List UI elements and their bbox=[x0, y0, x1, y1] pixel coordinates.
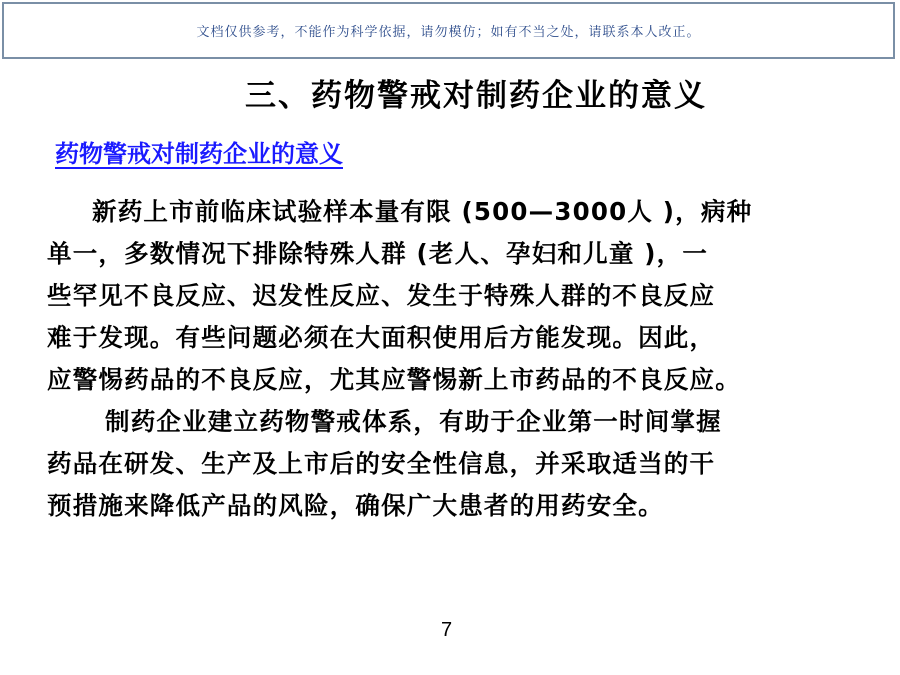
paragraph-2-line-1: 制药企业建立药物警戒体系，有助于企业第一时间掌握 bbox=[105, 407, 722, 436]
paragraph-2-line-2: 药品在研发、生产及上市后的安全性信息，并采取适当的干 bbox=[47, 449, 716, 478]
disclaimer-text: 文档仅供参考，不能作为科学依据，请勿模仿；如有不当之处，请联系本人改正。 bbox=[196, 25, 701, 40]
slide-title: 三、药物警戒对制药企业的意义 bbox=[245, 78, 707, 114]
disclaimer-banner bbox=[2, 2, 895, 59]
paragraph-2-line-3: 预措施来降低产品的风险，确保广大患者的用药安全。 bbox=[47, 491, 664, 520]
paragraph-1-line-3: 些罕见不良反应、迟发性反应、发生于特殊人群的不良反应 bbox=[47, 281, 716, 310]
subtitle-link[interactable]: 药物警戒对制药企业的意义 bbox=[55, 140, 343, 168]
body-text bbox=[47, 191, 847, 527]
paragraph-1-line-5: 应警惕药品的不良反应，尤其应警惕新上市药品的不良反应。 bbox=[47, 365, 741, 394]
paragraph-1-line-1: 新药上市前临床试验样本量有限 (500—3000人 )，病种 bbox=[92, 197, 753, 226]
paragraph-1-line-2: 单一，多数情况下排除特殊人群 (老人、孕妇和儿童 )，一 bbox=[47, 239, 709, 268]
paragraph-1-line-4: 难于发现。有些问题必须在大面积使用后方能发现。因此， bbox=[47, 323, 716, 352]
page-number: 7 bbox=[441, 619, 453, 641]
